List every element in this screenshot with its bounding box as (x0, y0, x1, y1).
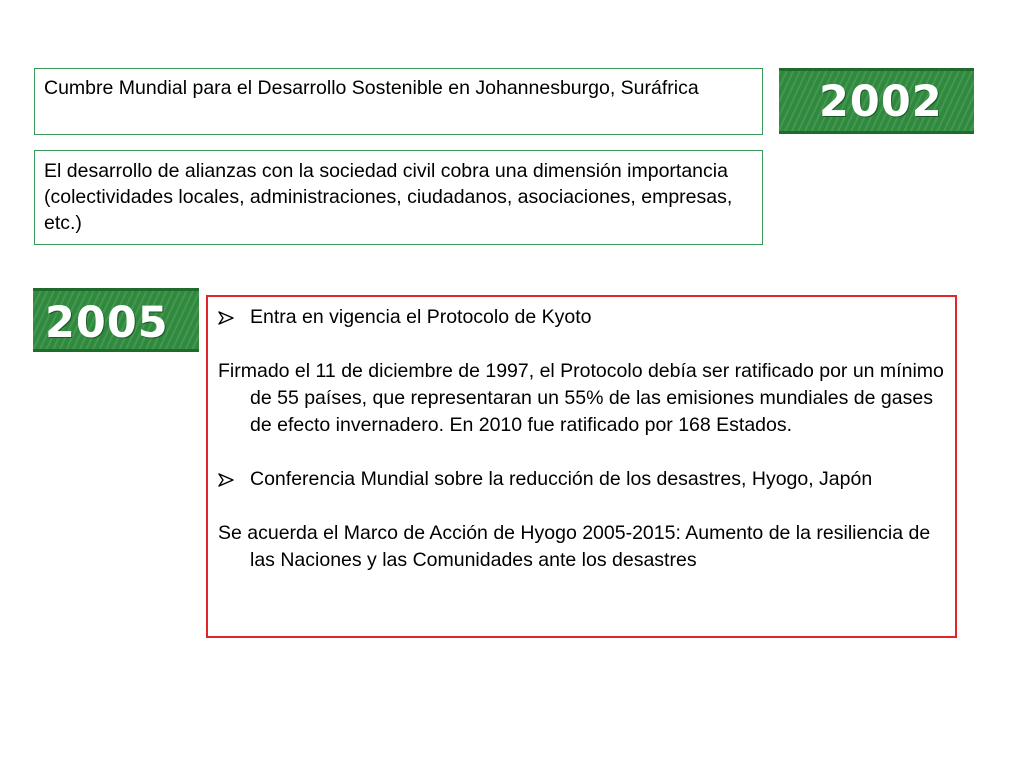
year-2002-badge (779, 68, 974, 134)
hyogo-details: Se acuerda el Marco de Acción de Hyogo 2005-2015: Aumento de la resiliencia de las Naciones y las Comunidades ante los desastres (218, 522, 931, 571)
year-2005-label: 2005 (45, 298, 169, 348)
events-2005-box (206, 295, 957, 638)
alliances-description: El desarrollo de alianzas con la sociedad civil cobra una dimensión importancia (colectividades locales, administraciones, ciudadanos, asociaciones, empresas, etc.) (44, 160, 733, 234)
kyoto-bullet (218, 304, 945, 331)
hyogo-bullet-text: Conferencia Mundial sobre la reducción de los desastres, Hyogo, Japón (250, 468, 873, 490)
arrow-bullet-icon (218, 304, 250, 331)
arrow-bullet-icon (218, 466, 250, 493)
kyoto-details: Firmado el 11 de diciembre de 1997, el Protocolo debía ser ratificado por un mínimo de 55 países, que representaran un 55% de las emisiones mundiales de gases de efecto invernadero. En 2010 fue ratificado por 168 Estados. (218, 360, 944, 436)
alliances-description-box (34, 150, 763, 245)
year-2005-badge (33, 288, 199, 352)
hyogo-bullet (218, 466, 945, 493)
year-2002-label: 2002 (819, 77, 943, 127)
summit-title-box (34, 68, 763, 135)
summit-title: Cumbre Mundial para el Desarrollo Sostenible en Johannesburgo, Suráfrica (44, 77, 699, 99)
kyoto-bullet-text: Entra en vigencia el Protocolo de Kyoto (250, 306, 592, 328)
